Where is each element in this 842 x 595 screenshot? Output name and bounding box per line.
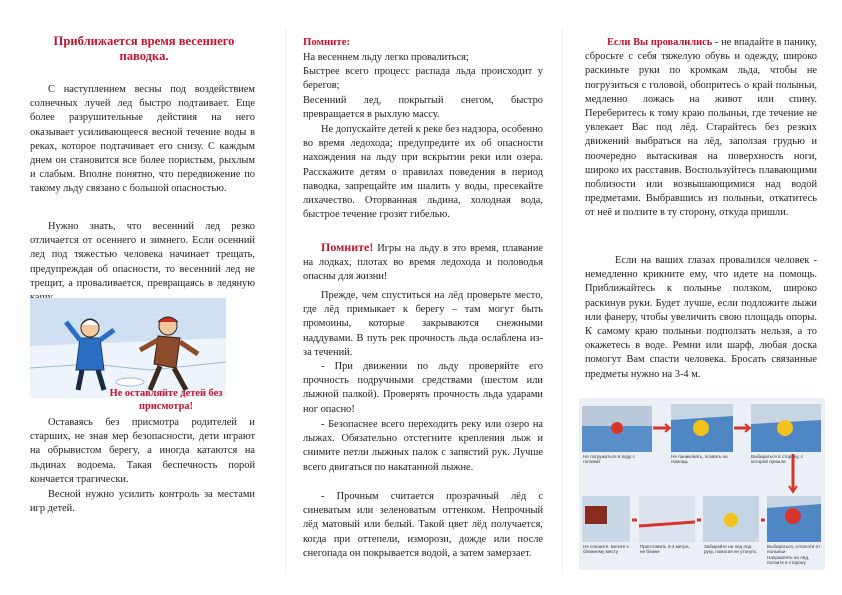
paragraph-ice-color: - Прочным считается прозрачный лёд с синеватым или зеленоватым оттенком. Непрочный лёд матовый или белый. Такой цвет лёд получается, когда при оттепели, изморози, дожде или после снегопада он покрывается водой, а затем замерзает. [303, 491, 543, 559]
paragraph-spring-ice: С наступлением весны под воздействием солнечных лучей лед быстро подтаивает. Еще более разрушительные действия на него оказывает усиливающееся весной течение воды в реках, которое подтачивает его снизу. С каждым днем он становится все более пористым, рыхлым и слабым. Вполне понятно, что передвижение по такому льду связано с большой опасностью. [30, 84, 255, 195]
remember-header-2: Помните! [321, 240, 374, 254]
page-title: Приближается время весеннего паводка. [53, 34, 235, 63]
step-caption-2: Не паниковать, позвать на помощь [671, 454, 728, 465]
step-caption-1: Не погружаться в воду с головой [583, 454, 635, 465]
paragraph-if-fell-through: Если Вы провалились - не впадайте в панику, сбросьте с себя тяжелую обувь и одежду, широко раскиньте руки по кромкам льда, чтобы не погрузиться с головой, обопритесь о край полыньи, медленно ложась на живот или спину. Переберитесь к тому краю полыньи, где течение не увлекает Вас под лёд. Старайтесь без резких движений выбраться на лёд, заползая грудью и поочередно вытаскивая на поверхность ноги, широко их расставив. Воспользуйтесь плавающими поблизости или возвышающимися над водой предметами. Выбравшись из полыньи, откатитесь от неё и ползите в ту сторону, откуда пришли. [585, 37, 817, 219]
paragraph-check-ice: Прежде, чем спуститься на лёд проверьте место, где лёд примыкает к берегу – там могут быть промоины, которые закрываются снежными наддувами. В путь рек прочность льда ослаблена из-за течений. [303, 290, 543, 358]
remember-item-3: Весенний лед, покрытый снегом, быстро превращается в рыхлую массу. [303, 95, 543, 121]
column-right [563, 0, 842, 595]
supervision-caption: Не оставляйте детей без присмотра! [109, 388, 223, 412]
children-on-ice-illustration [30, 298, 226, 398]
remember-item-2: Быстрее всего процесс распада льда происходит у берегов; [303, 66, 543, 92]
step-caption-4: Не спешите. Бегите к ближнему месту [583, 544, 629, 555]
paragraph-control: Весной нужно усилить контроль за местами игр детей. [30, 489, 255, 515]
remember-header: Помните: [303, 36, 351, 48]
step-caption-6: Забирайте на лед под руку, помогая не утонуть [704, 544, 757, 555]
paragraph-remember-games: Помните! Игры на льду в это время, плавание на лодках, плотах во время ледохода и половодья опасны для жизни! [303, 240, 543, 283]
column-left [0, 0, 280, 595]
paragraph-ice-difference: Нужно знать, что весенний лед резко отличается от осеннего и зимнего. Если осенний лед под тяжестью человека начинает трещать, предупреждая об опасности, то весенний лед не трещит, а проваливается, превращаясь в ледяную [30, 221, 255, 289]
paragraph-check-strength: - При движении по льду проверяйте его прочность подручными средствами (шестом или лыжной палкой). Проверять прочность льда ударами ног опасно! [303, 361, 543, 415]
remember-item-1: На весеннем льду легко провалиться; [303, 52, 469, 63]
paragraph-no-supervision: Оставаясь без присмотра родителей и старших, не зная мер безопасности, дети играют на обрывистом берегу, а иногда катаются на льдинах водоема. Такая беспечность порой кончается трагически. [30, 417, 255, 485]
step-caption-3: Выбираться в сторону, с которой пришли [751, 454, 804, 465]
paragraph-rescue: Если на ваших глазах провалился человек - немедленно крикните ему, что идете на помощь. Приближайтесь к полынье ползком, широко раскинув руки. Будет лучше, если подложите лыжи или фанеру, чтобы увеличить свою площадь опоры. К самому краю полыньи подползать нельзя, а то окажетесь в воде. Ремни или шарф, любая доска помогут Вам спасти человека. Бросать связанные предметы нужно на 3-4 м. [585, 255, 817, 380]
step-caption-5: Приготовить 3-4 метра, не ближе [640, 544, 690, 555]
step-caption-7: Выбираться, отползти от полыньи [767, 544, 821, 555]
paragraph-skis: - Безопаснее всего переходить реку или озеро на лыжах. Обязательно отстегните крепления лыж и снимите петли лыжных палок с запястий рук. Лучше всего двигаться по накатанной лыжне. [303, 419, 543, 473]
step-caption-8: Направлять на лёд, ползите в сторону [767, 555, 810, 566]
column-middle [286, 0, 556, 595]
paragraph-supervise-children: Не допускайте детей к реке без надзора, особенно во время ледохода; предупредите их об опасности нахождения на льду при вскрытии реки или озера. Расскажите детям о правилах поведения в период паводка, запрещайте им шалить у воды, пресекайте лихачество. Оторванная льдина, холодная вода, быстрое течение грозят гибелью. [303, 124, 543, 221]
fell-through-header: Если Вы провалились [607, 37, 713, 48]
